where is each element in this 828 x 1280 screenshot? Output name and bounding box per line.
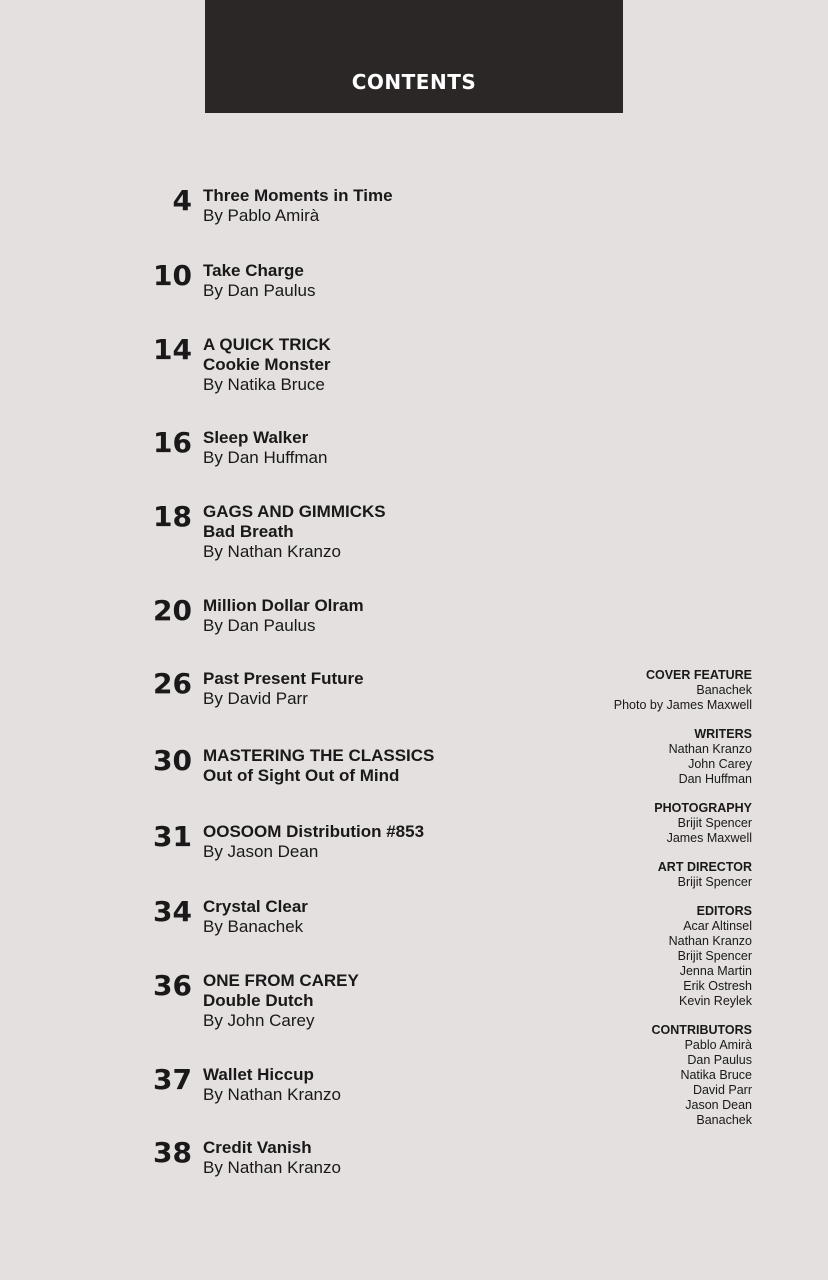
credit-heading: PHOTOGRAPHY — [654, 801, 752, 815]
toc-entry-text — [203, 971, 359, 1031]
credit-group — [512, 860, 752, 890]
toc-byline: By Banachek — [203, 917, 304, 936]
credit-name: Erik Ostresh — [683, 979, 752, 993]
toc-title-line: Double Dutch — [203, 991, 314, 1010]
credit-name: John Carey — [688, 757, 752, 771]
toc-page-number: 37 — [153, 1063, 192, 1096]
toc-byline: By John Carey — [203, 1011, 315, 1030]
toc-title-line: Cookie Monster — [203, 355, 331, 374]
toc-title-line: A QUICK TRICK — [203, 335, 331, 354]
toc-byline: By Nathan Kranzo — [203, 1158, 341, 1177]
toc-title-line: ONE FROM CAREY — [203, 971, 359, 990]
credit-name: Brijit Spencer — [677, 875, 752, 889]
toc-page-number: 26 — [153, 667, 192, 700]
toc-byline: By Dan Paulus — [203, 616, 316, 635]
toc-page-number: 38 — [153, 1136, 192, 1169]
toc-title-line: Out of Sight Out of Mind — [203, 766, 400, 785]
toc-title-line: Wallet Hiccup — [203, 1065, 314, 1084]
credit-name: Banachek — [696, 683, 752, 697]
credit-name: Nathan Kranzo — [668, 934, 752, 948]
toc-page-number: 4 — [172, 184, 192, 217]
masthead-credits — [512, 668, 752, 1142]
toc-byline: By Natika Bruce — [203, 375, 325, 394]
toc-entry-text — [203, 897, 308, 937]
toc-entry-text — [203, 502, 386, 562]
toc-entry-text — [203, 1065, 341, 1105]
credit-group — [512, 727, 752, 787]
toc-title-line: Credit Vanish — [203, 1138, 312, 1157]
toc-entry-text — [203, 746, 434, 786]
credit-heading: EDITORS — [696, 904, 752, 918]
toc-title-line: Crystal Clear — [203, 897, 308, 916]
toc-entry-text — [203, 1138, 341, 1178]
toc-page-number: 36 — [153, 969, 192, 1002]
credit-group — [512, 668, 752, 713]
toc-page-number: 16 — [153, 426, 192, 459]
credit-group — [512, 801, 752, 846]
credit-name: Brijit Spencer — [677, 816, 752, 830]
toc-title-line: GAGS AND GIMMICKS — [203, 502, 386, 521]
toc-title-line: MASTERING THE CLASSICS — [203, 746, 435, 765]
credit-heading: COVER FEATURE — [645, 668, 752, 682]
toc-entry-text — [203, 186, 393, 226]
credit-name: Brijit Spencer — [677, 949, 752, 963]
toc-title-line: Million Dollar Olram — [203, 596, 364, 615]
toc-entry-text — [203, 596, 364, 636]
toc-entry-text — [203, 261, 315, 301]
toc-page-number: 10 — [153, 259, 192, 292]
contents-header — [205, 0, 623, 113]
credit-name: Banachek — [696, 1113, 752, 1127]
toc-entry-text — [203, 669, 364, 709]
credit-group — [512, 904, 752, 1009]
toc-entry-text — [203, 428, 327, 468]
toc-page-number: 31 — [153, 820, 192, 853]
toc-page-number: 20 — [153, 594, 192, 627]
toc-title-line: Three Moments in Time — [203, 186, 393, 205]
credit-name: Pablo Amirà — [684, 1038, 752, 1052]
toc-title-line: Bad Breath — [203, 522, 294, 541]
credit-name: Natika Bruce — [680, 1068, 752, 1082]
page-title: CONTENTS — [351, 70, 477, 94]
toc-byline: By David Parr — [203, 689, 308, 708]
credit-name: Jenna Martin — [679, 964, 752, 978]
toc-title-line: OOSOOM Distribution #853 — [203, 822, 425, 841]
toc-title-line: Take Charge — [203, 261, 304, 280]
credit-heading: CONTRIBUTORS — [651, 1023, 752, 1037]
credit-group — [512, 1023, 752, 1128]
credit-name: Nathan Kranzo — [668, 742, 752, 756]
credit-heading: WRITERS — [694, 727, 752, 741]
credit-name: Jason Dean — [685, 1098, 752, 1112]
toc-entry-text — [203, 822, 424, 862]
toc-byline: By Dan Huffman — [203, 448, 328, 467]
credit-name: Dan Paulus — [687, 1053, 752, 1067]
toc-entry-text — [203, 335, 331, 395]
credit-heading: ART DIRECTOR — [657, 860, 752, 874]
toc-byline: By Dan Paulus — [203, 281, 316, 300]
toc-byline: By Nathan Kranzo — [203, 1085, 341, 1104]
toc-byline: By Nathan Kranzo — [203, 542, 341, 561]
toc-title-line: Past Present Future — [203, 669, 364, 688]
credit-name: David Parr — [692, 1083, 752, 1097]
toc-byline: By Jason Dean — [203, 842, 319, 861]
toc-byline: By Pablo Amirà — [203, 206, 320, 225]
credit-name: Photo by James Maxwell — [613, 698, 752, 712]
credit-name: Kevin Reylek — [679, 994, 752, 1008]
toc-page-number: 18 — [153, 500, 192, 533]
toc-page-number: 34 — [153, 895, 192, 928]
toc-title-line: Sleep Walker — [203, 428, 309, 447]
credit-name: Acar Altinsel — [683, 919, 752, 933]
credit-name: Dan Huffman — [678, 772, 752, 786]
toc-page-number: 14 — [153, 333, 192, 366]
toc-page-number: 30 — [153, 744, 192, 777]
credit-name: James Maxwell — [666, 831, 752, 845]
